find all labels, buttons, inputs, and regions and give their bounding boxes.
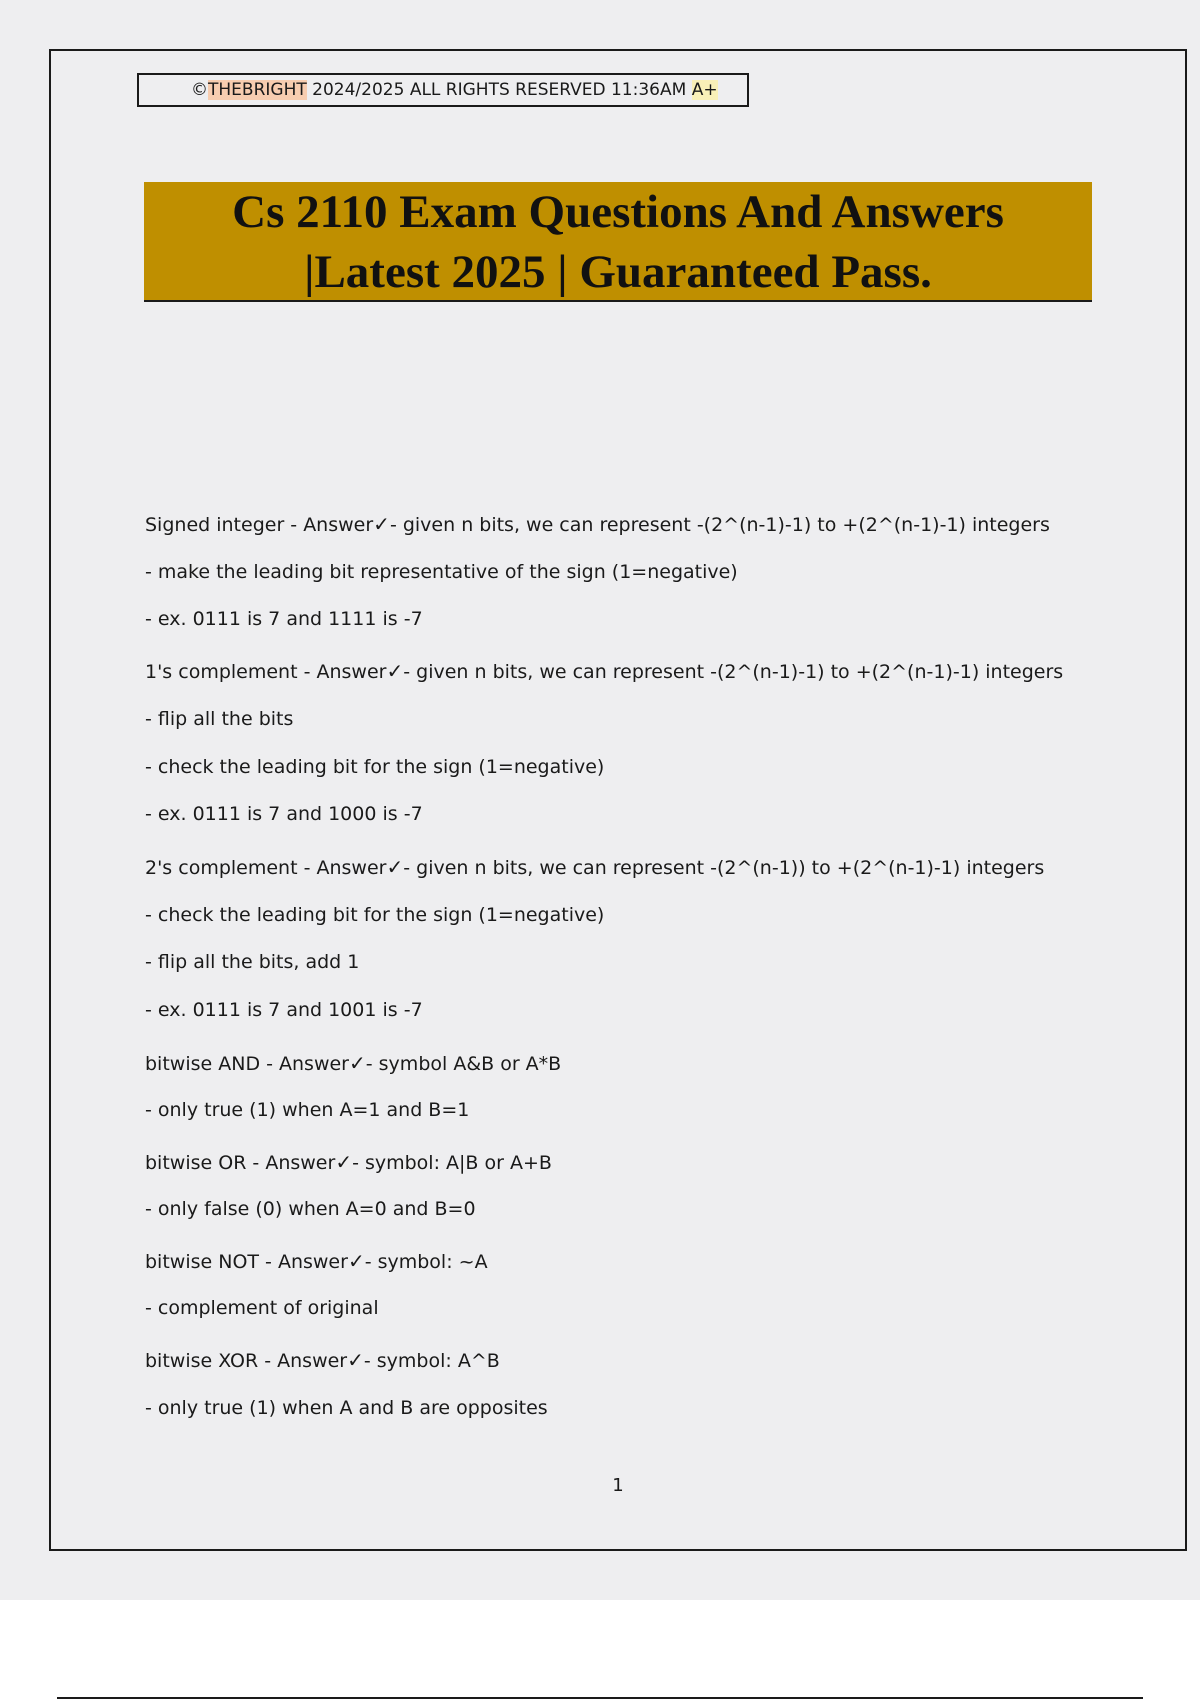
answer-text: - symbol A&B or A*B [365,1053,562,1075]
page-number: 1 [612,1475,624,1496]
qa-detail-line: - ex. 0111 is 7 and 1000 is -7 [145,803,423,825]
answer-text: - given n bits, we can represent -(2^(n-1)-1) to +(2^(n-1)-1) integers [389,514,1050,536]
qa-detail-line: - flip all the bits [145,708,294,730]
qa-detail-line: - complement of original [145,1297,379,1319]
qa-detail-line: - ex. 0111 is 7 and 1111 is -7 [145,608,423,630]
qa-detail-line: - check the leading bit for the sign (1=negative) [145,904,605,926]
answer-text: - symbol: A|B or A+B [352,1152,552,1174]
checkmark-icon: ✓ [335,1150,353,1174]
qa-term-line [145,855,1044,880]
grade-badge: A+ [691,80,718,100]
checkmark-icon: ✓ [349,1051,366,1075]
brand-name: THEBRIGHT [208,80,307,100]
term-label: bitwise OR - Answer [145,1152,336,1174]
answer-text: - symbol: A^B [363,1350,500,1372]
checkmark-icon: ✓ [373,512,390,536]
checkmark-icon: ✓ [386,659,404,683]
term-label: 2's complement - Answer [145,857,387,879]
qa-detail-line: - ex. 0111 is 7 and 1001 is -7 [145,999,423,1021]
answer-text: - given n bits, we can represent -(2^(n-1)) to +(2^(n-1)-1) integers [403,857,1045,879]
copyright-header [137,73,749,107]
qa-detail-line: - flip all the bits, add 1 [145,951,360,973]
qa-term-line [145,1150,552,1175]
qa-term-line [145,1051,561,1076]
term-label: 1's complement - Answer [145,661,387,683]
qa-detail-line: - only true (1) when A and B are opposites [145,1397,548,1419]
title-banner [144,182,1092,302]
term-label: bitwise AND - Answer [145,1053,349,1075]
checkmark-icon: ✓ [386,855,404,879]
answer-text: - given n bits, we can represent -(2^(n-1)-1) to +(2^(n-1)-1) integers [403,661,1064,683]
qa-term-line [145,512,1050,537]
term-label: bitwise XOR - Answer [145,1350,348,1372]
qa-detail-line: - only false (0) when A=0 and B=0 [145,1198,476,1220]
qa-detail-line: - only true (1) when A=1 and B=1 [145,1099,470,1121]
checkmark-icon: ✓ [347,1249,365,1273]
term-label: bitwise NOT - Answer [145,1251,348,1273]
header-text: 2024/2025 ALL RIGHTS RESERVED 11:36AM [306,80,692,100]
qa-term-line [145,1249,488,1274]
title-line-1: Cs 2110 Exam Questions And Answers [232,186,1004,238]
qa-detail-line: - make the leading bit representative of the sign (1=negative) [145,561,738,583]
title-line-2: |Latest 2025 | Guaranteed Pass. [304,246,932,298]
qa-term-line [145,1348,500,1373]
copyright-symbol: © [191,80,208,100]
answer-text: - symbol: ~A [364,1251,488,1273]
checkmark-icon: ✓ [347,1348,364,1372]
term-label: Signed integer - Answer [145,514,374,536]
next-page-rule [57,1697,1143,1699]
qa-detail-line: - check the leading bit for the sign (1=negative) [145,756,605,778]
qa-term-line [145,659,1063,684]
